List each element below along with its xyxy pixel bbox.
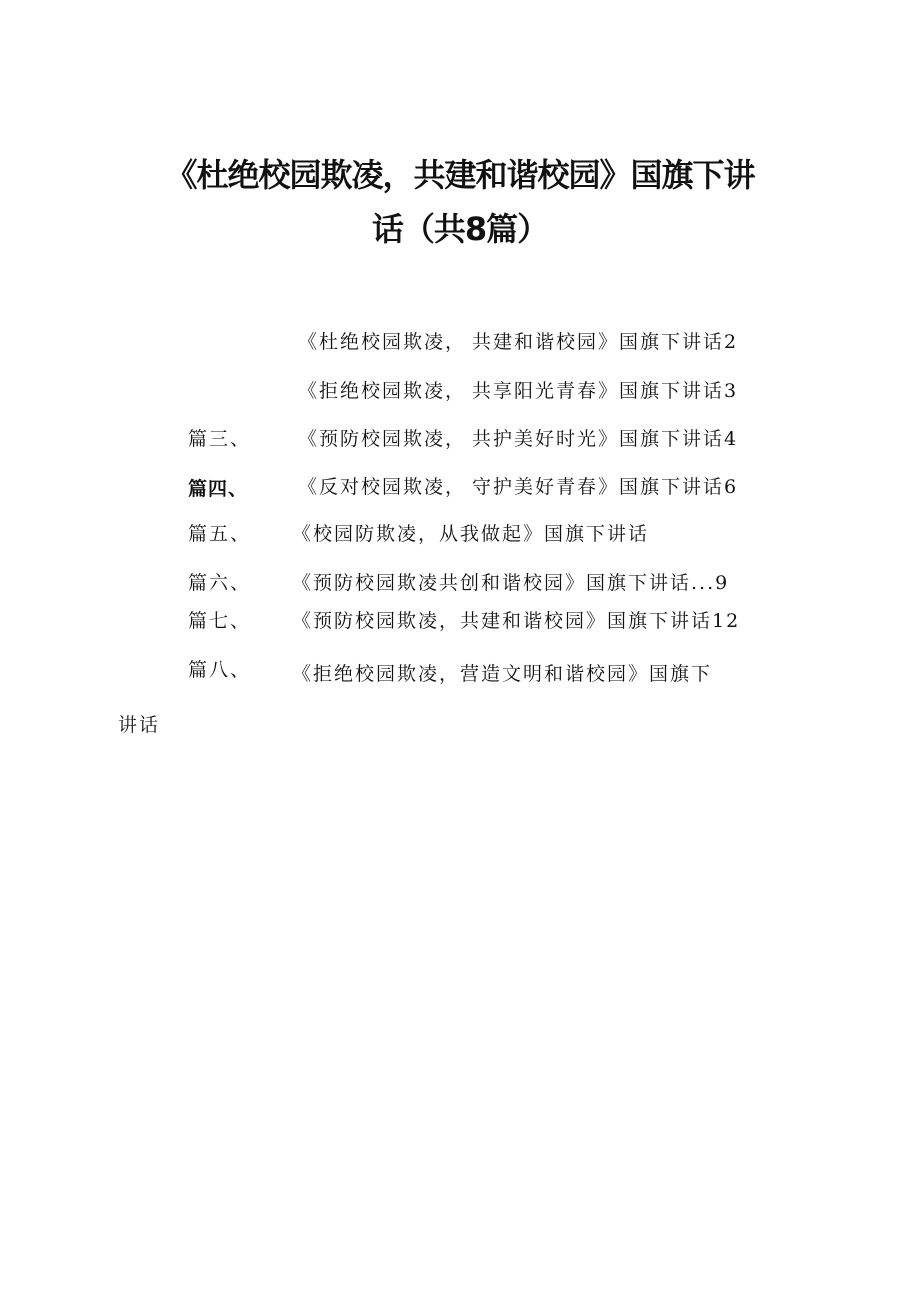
toc-entry-6-title: 《预防校园欺凌共创和谐校园》国旗下讲话...9: [292, 572, 730, 594]
title-line-1: 《杜绝校园欺凌，共建和谐校园》国旗下讲: [165, 156, 755, 194]
toc-entry-8-continuation: 讲话: [118, 714, 161, 736]
toc-entry-5-title: 《校园防欺凌，从我做起》国旗下讲话: [292, 523, 650, 545]
toc-entry-4-label: 篇四、: [188, 478, 249, 500]
toc-entry-8-label: 篇八、: [188, 659, 252, 681]
toc-entry-4-subtitle: 守护美好青春》国旗下讲话6: [472, 476, 739, 498]
toc-entry-3-label: 篇三、: [188, 428, 252, 450]
toc-entry-2-subtitle: 共享阳光青春》国旗下讲话3: [472, 380, 739, 402]
toc-entry-7-label: 篇七、: [188, 610, 252, 632]
toc-entry-1-subtitle: 共建和谐校园》国旗下讲话2: [472, 331, 739, 353]
toc-entry-8-title: 《拒绝校园欺凌，营造文明和谐校园》国旗下: [292, 663, 713, 685]
toc-entry-3-subtitle: 共护美好时光》国旗下讲话4: [472, 428, 739, 450]
toc-entry-7-title: 《预防校园欺凌，共建和谐校园》国旗下讲话12: [292, 610, 741, 632]
toc-entry-6-label: 篇六、: [188, 572, 252, 594]
toc-entry-5-label: 篇五、: [188, 523, 252, 545]
toc-entry-3-title: 《预防校园欺凌，: [298, 428, 467, 450]
toc-entry-4-title: 《反对校园欺凌，: [298, 476, 467, 498]
toc-entry-2-title: 《拒绝校园欺凌，: [298, 380, 467, 402]
title-line-2: 话（共8篇）: [371, 210, 549, 248]
toc-entry-1-title: 《杜绝校园欺凌，: [298, 331, 467, 353]
